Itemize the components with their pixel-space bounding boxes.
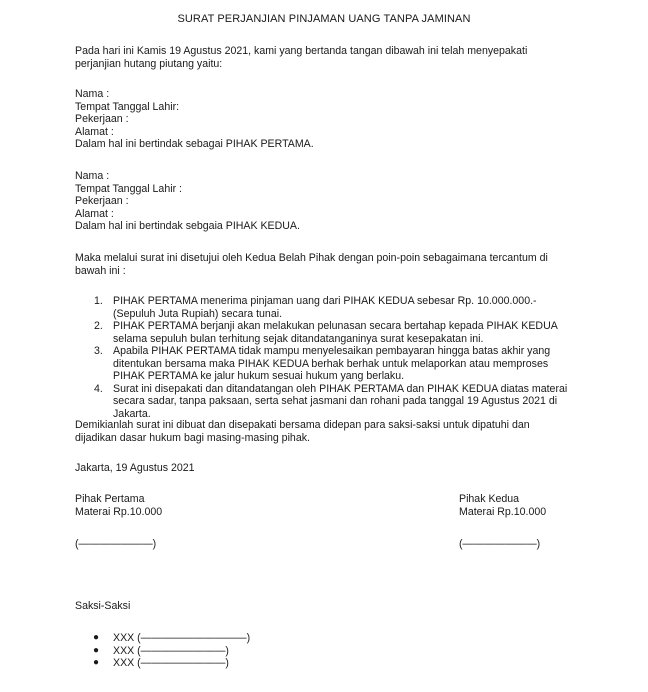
party-two-details [75, 170, 575, 233]
list-item [75, 632, 250, 645]
point-line: Jakarta. [113, 407, 151, 420]
party-one-address: Alamat : [75, 125, 114, 138]
point-line: PIHAK PERTAMA ke jalur hukum sesuai hukum yang berlaku. [113, 370, 405, 382]
intro-line: perjanjian hutang piutang yaitu: [75, 57, 223, 70]
preamble-line: bawah ini : [75, 264, 126, 277]
point-line: Surat ini disepakati dan ditandatangan oleh PIHAK PERTAMA dan PIHAK KEDUA diatas materai [113, 382, 568, 395]
witness-entry: XXX (————————) [113, 644, 229, 657]
signature-block-first-party [75, 493, 275, 518]
signature-blank-first-party: (———————) [75, 538, 157, 550]
agreement-points [75, 295, 595, 420]
document-title: SURAT PERJANJIAN PINJAMAN UANG TANPA JAMINAN [177, 13, 471, 25]
signature-role: Pihak Pertama [75, 493, 145, 505]
party-two-job: Pekerjaan : [75, 195, 129, 207]
signature-stamp: Materai Rp.10.000 [459, 505, 547, 518]
party-one-details [75, 88, 575, 151]
signature-role: Pihak Kedua [459, 493, 520, 505]
closing-line: Demikianlah surat ini dibuat dan disepakati bersama didepan para saksi-saksi untuk dipatuhi dan [75, 419, 530, 431]
preamble-line: Maka melalui surat ini disetujui oleh Kedua Belah Pihak dengan poin-poin sebagaimana tercantum di [75, 252, 548, 264]
agreement-point [75, 383, 595, 421]
point-line: (Sepuluh Juta Rupiah) secara tunai. [113, 307, 283, 320]
point-number: 4. [94, 382, 103, 395]
intro-paragraph [75, 45, 575, 70]
point-number: 1. [94, 295, 103, 307]
witness-entry: XXX (————————) [113, 657, 229, 669]
point-line: secara sadar, tanpa paksaan, serta sehat jasmani dan rohani pada tanggal 19 Agustus 2021 di [113, 395, 558, 407]
bullet-icon: ● [93, 657, 100, 668]
witness-list [75, 632, 250, 670]
agreement-preamble [75, 252, 575, 277]
intro-line: Pada hari ini Kamis 19 Agustus 2021, kami yang bertanda tangan dibawah ini telah menyepakati [75, 45, 528, 57]
party-one-job: Pekerjaan : [75, 113, 129, 125]
party-one-role: Dalam hal ini bertindak sebagai PIHAK PERTAMA. [75, 138, 314, 150]
agreement-point [75, 320, 595, 345]
point-line: selama sepuluh bulan terhitung sejak ditandatanganinya surat kesepakatan ini. [113, 332, 484, 345]
list-item [75, 645, 250, 658]
closing-line: dijadikan dasar hukum bagi masing-masing pihak. [75, 431, 310, 444]
list-item [75, 657, 250, 670]
point-number: 2. [94, 320, 103, 332]
party-two-address: Alamat : [75, 207, 114, 220]
point-line: PIHAK PERTAMA berjanji akan melakukan pelunasan secara bertahap kepada PIHAK KEDUA [113, 320, 558, 332]
witness-heading: Saksi-Saksi [75, 600, 131, 612]
point-line: ditentukan bersama maka PIHAK KEDUA berhak berhak untuk melaporkan atau memproses [113, 357, 549, 370]
signature-blank-second-party: (———————) [459, 538, 541, 550]
point-number: 3. [94, 345, 103, 357]
point-line: PIHAK PERTAMA menerima pinjaman uang dari PIHAK KEDUA sebesar Rp. 10.000.000.- [113, 295, 537, 307]
signature-block-second-party [459, 493, 639, 518]
agreement-point [75, 295, 595, 320]
agreement-point [75, 345, 595, 383]
bullet-icon: ● [93, 632, 100, 643]
bullet-icon: ● [93, 644, 100, 656]
point-line: Apabila PIHAK PERTAMA tidak mampu menyelesaikan pembayaran hingga batas akhir yang [113, 345, 551, 357]
closing-paragraph [75, 419, 575, 444]
place-date: Jakarta, 19 Agustus 2021 [75, 462, 195, 474]
party-two-role: Dalam hal ini bertindak sebgaia PIHAK KEDUA. [75, 220, 300, 232]
party-one-birth: Tempat Tanggal Lahir: [75, 100, 180, 113]
witness-entry: XXX (——————————) [113, 632, 251, 644]
signature-stamp: Materai Rp.10.000 [75, 505, 163, 518]
party-two-birth: Tempat Tanggal Lahir : [75, 182, 182, 195]
party-two-name: Nama : [75, 170, 110, 182]
party-one-name: Nama : [75, 88, 110, 100]
